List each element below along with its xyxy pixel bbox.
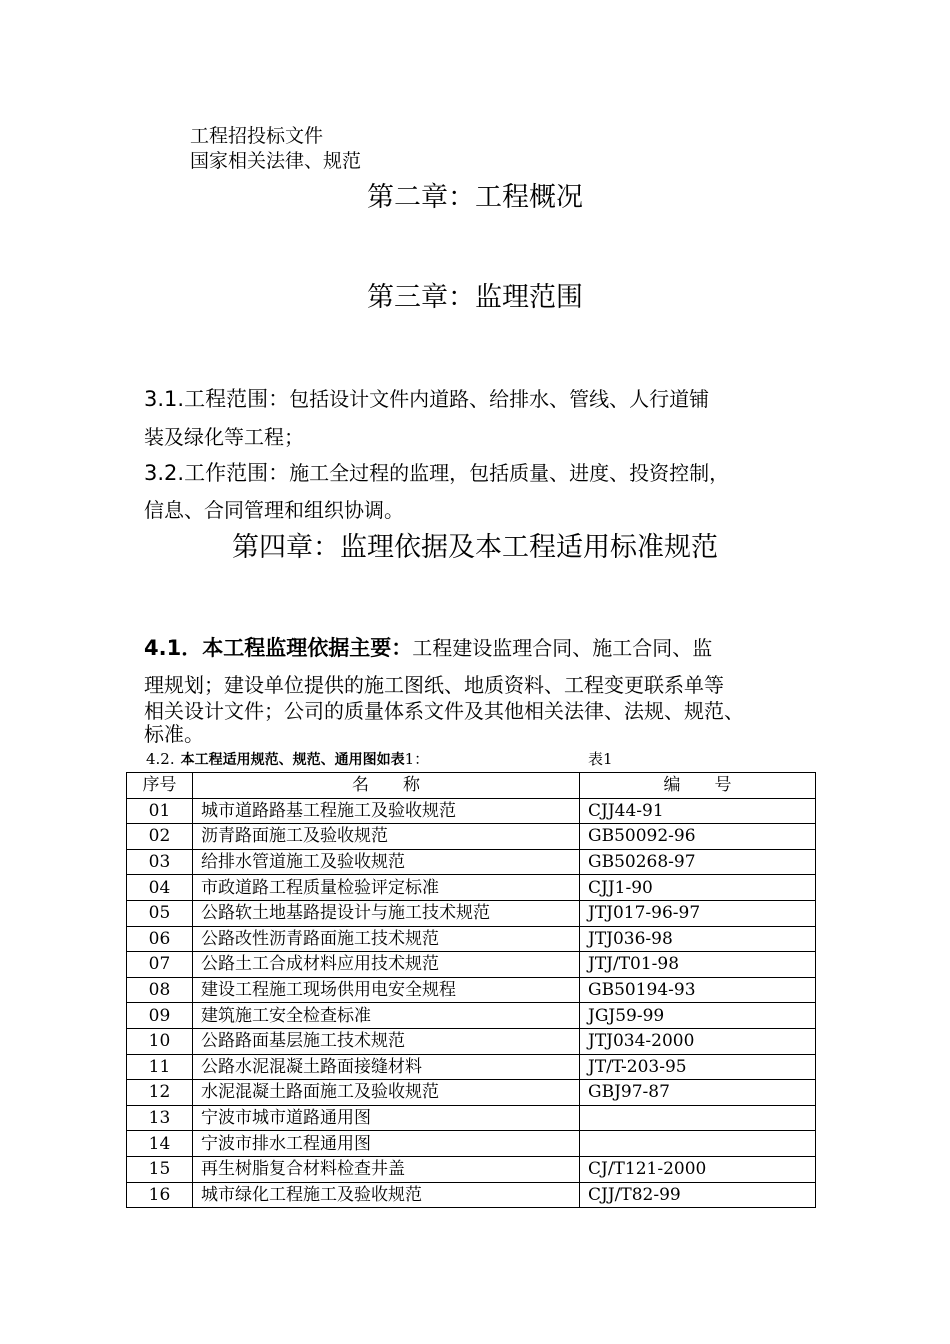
row-seq: 03 [127, 849, 193, 875]
row-name: 建筑施工安全检查标准 [193, 1003, 580, 1029]
table-row [127, 900, 816, 926]
row-code: GB50092-96 [580, 824, 816, 850]
row-code: JTJ/T01-98 [580, 952, 816, 978]
row-seq: 08 [127, 977, 193, 1003]
row-code: GB50194-93 [580, 977, 816, 1003]
row-seq: 04 [127, 875, 193, 901]
row-code: JTJ036-98 [580, 926, 816, 952]
section-4-2-number: 4.2. [146, 750, 175, 768]
table-row [127, 1080, 816, 1106]
table-row [127, 1003, 816, 1029]
section-4-1-cont: 理规划；建设单位提供的施工图纸、地质资料、工程变更联系单等 [144, 673, 724, 697]
row-code: GBJ97-87 [580, 1080, 816, 1106]
row-name: 建设工程施工现场供用电安全规程 [193, 977, 580, 1003]
row-seq: 15 [127, 1156, 193, 1182]
row-code: GB50268-97 [580, 849, 816, 875]
section-3-1 [144, 386, 709, 412]
section-3-1-cont: 装及绿化等工程； [144, 425, 304, 449]
section-3-2-label: 3.2.工作范围： [144, 461, 290, 485]
table-row [127, 798, 816, 824]
row-seq: 14 [127, 1131, 193, 1157]
table-row [127, 977, 816, 1003]
intro-list-item: 工程招投标文件 [190, 125, 324, 147]
row-seq: 07 [127, 952, 193, 978]
section-4-1-text: 工程建设监理合同、施工合同、监 [412, 636, 713, 660]
row-code [580, 1105, 816, 1131]
row-seq: 09 [127, 1003, 193, 1029]
table-row [127, 1131, 816, 1157]
row-seq: 10 [127, 1028, 193, 1054]
row-name: 城市绿化工程施工及验收规范 [193, 1182, 580, 1208]
row-name: 给排水管道施工及验收规范 [193, 849, 580, 875]
row-seq: 01 [127, 798, 193, 824]
section-4-2-text: 本工程适用规范、规范、通用图如表 [180, 752, 405, 768]
section-4-2-suffix: 1： [404, 750, 430, 768]
row-seq: 12 [127, 1080, 193, 1106]
section-3-2-text: 施工全过程的监理，包括质量、进度、投资控制， [289, 461, 730, 485]
table-row [127, 926, 816, 952]
row-code: JT/T-203-95 [580, 1054, 816, 1080]
table-row [127, 1182, 816, 1208]
table-row [127, 1105, 816, 1131]
row-name: 公路土工合成材料应用技术规范 [193, 952, 580, 978]
row-code: CJJ44-91 [580, 798, 816, 824]
section-4-1-cont: 标准。 [144, 722, 204, 746]
chapter-2-title: 第二章：工程概况 [367, 182, 583, 213]
row-name: 宁波市城市道路通用图 [193, 1105, 580, 1131]
table-row [127, 824, 816, 850]
row-seq: 02 [127, 824, 193, 850]
row-code: JTJ017-96-97 [580, 900, 816, 926]
row-name: 公路路面基层施工技术规范 [193, 1028, 580, 1054]
table-header-row [127, 773, 816, 799]
row-seq: 11 [127, 1054, 193, 1080]
header-seq: 序号 [127, 773, 193, 799]
section-3-1-text: 包括设计文件内道路、给排水、管线、人行道铺 [289, 387, 710, 411]
row-seq: 05 [127, 900, 193, 926]
chapter-4-title: 第四章：监理依据及本工程适用标准规范 [232, 532, 718, 563]
section-4-1 [144, 635, 712, 661]
chapter-3-title: 第三章：监理范围 [367, 282, 583, 313]
header-code: 编 号 [580, 773, 816, 799]
row-code: CJ/T121-2000 [580, 1156, 816, 1182]
table-caption [146, 749, 613, 770]
table-row [127, 849, 816, 875]
section-4-1-cont: 相关设计文件；公司的质量体系文件及其他相关法律、法规、规范、 [144, 699, 744, 723]
header-name: 名 称 [193, 773, 580, 799]
intro-list-item: 国家相关法律、规范 [190, 150, 362, 172]
section-3-2-cont: 信息、合同管理和组织协调。 [144, 498, 404, 522]
table-row [127, 1028, 816, 1054]
row-name: 公路改性沥青路面施工技术规范 [193, 926, 580, 952]
row-code [580, 1131, 816, 1157]
row-name: 城市道路路基工程施工及验收规范 [193, 798, 580, 824]
row-name: 市政道路工程质量检验评定标准 [193, 875, 580, 901]
table-row [127, 1156, 816, 1182]
table-row [127, 875, 816, 901]
row-name: 公路软土地基路提设计与施工技术规范 [193, 900, 580, 926]
row-seq: 13 [127, 1105, 193, 1131]
table-row [127, 952, 816, 978]
standards-table [126, 772, 816, 1208]
table-label: 表1 [588, 750, 613, 768]
row-name: 宁波市排水工程通用图 [193, 1131, 580, 1157]
row-code: JTJ034-2000 [580, 1028, 816, 1054]
section-3-1-label: 3.1.工程范围： [144, 387, 290, 411]
table-row [127, 1054, 816, 1080]
row-name: 公路水泥混凝土路面接缝材料 [193, 1054, 580, 1080]
section-4-1-label: 4.1．本工程监理依据主要： [144, 636, 413, 660]
row-name: 沥青路面施工及验收规范 [193, 824, 580, 850]
section-3-2 [144, 460, 729, 486]
row-seq: 06 [127, 926, 193, 952]
row-code: CJJ1-90 [580, 875, 816, 901]
row-code: JGJ59-99 [580, 1003, 816, 1029]
row-name: 水泥混凝土路面施工及验收规范 [193, 1080, 580, 1106]
row-seq: 16 [127, 1182, 193, 1208]
row-name: 再生树脂复合材料检查井盖 [193, 1156, 580, 1182]
row-code: CJJ/T82-99 [580, 1182, 816, 1208]
